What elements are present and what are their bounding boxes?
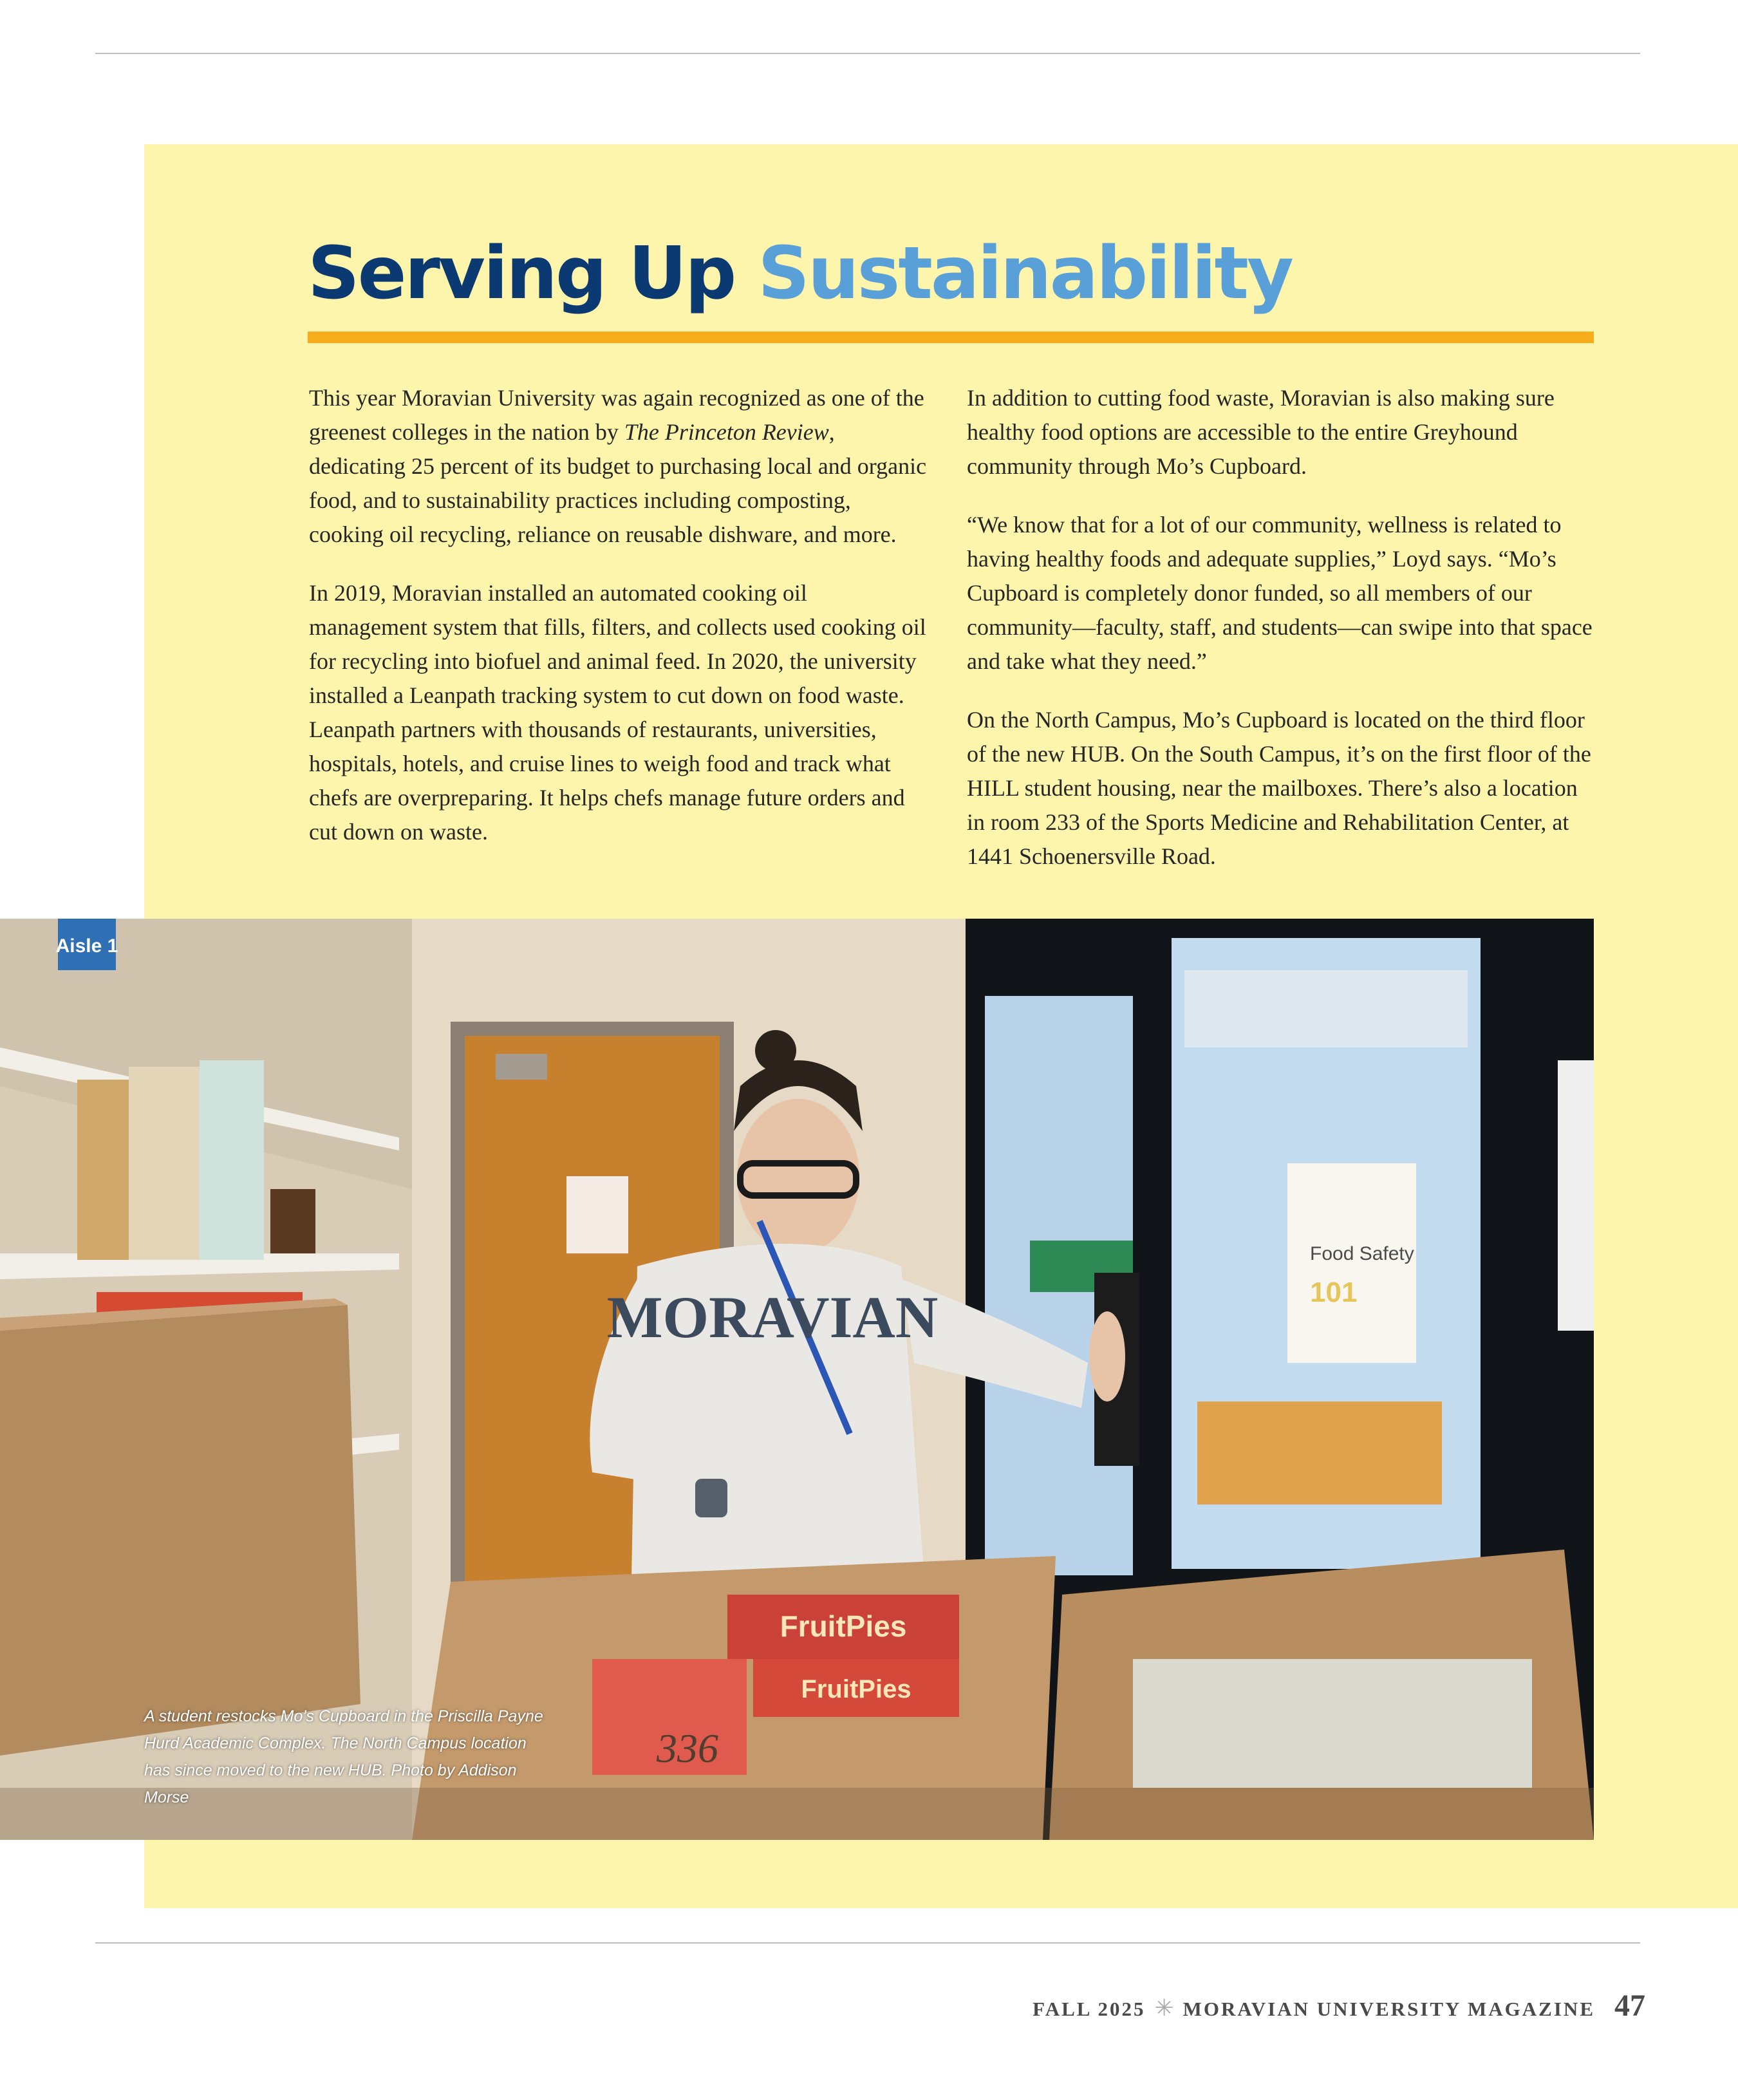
door-notice	[566, 1176, 628, 1253]
box-handwriting: 336	[657, 1725, 718, 1771]
title-underline	[308, 332, 1594, 343]
aisle-tag: Aisle 1	[55, 935, 118, 957]
paragraph-5: On the North Campus, Mo’s Cupboard is located on the third floor of the new HUB. On the South Campus, it’s on the first floor of the HILL student housing, near the mailboxes. There’s also a location in room 233 of the Sports Medicine and Rehabilitation Center, at 1441 Schoenersville Road.	[967, 707, 1591, 869]
student-face	[737, 1099, 859, 1253]
salad-containers	[1133, 1659, 1532, 1788]
sweatshirt-text: MORAVIAN	[606, 1284, 939, 1350]
title-part-1: Serving Up	[308, 232, 735, 315]
article-photo	[0, 919, 1594, 1840]
food-bag-2	[129, 1067, 200, 1260]
paragraph-4-quote: “We know that for a lot of our community, wellness is related to having healthy foods and adequate supplies,” Loyd says. “Mo’s Cupboard is completely donor funded, so all members of our community—faculty, staff, and students—can swipe into that space and take what they need.”	[967, 512, 1593, 674]
freezer-food-packs	[1197, 1402, 1442, 1505]
snowflake-star-icon: ✳	[1154, 1995, 1174, 2021]
fruit-pie-label-1: FruitPies	[780, 1609, 907, 1643]
paragraph-1-text-a: This year Moravian University was again recognized as one of the greenest colleges in the nation by	[309, 385, 924, 445]
food-bag-1	[77, 1080, 129, 1260]
title-part-2: Sustainability	[758, 232, 1293, 315]
page-footer	[1033, 1988, 1645, 2023]
student-hair-bun	[755, 1030, 796, 1071]
poster-title: Food Safety	[1310, 1243, 1414, 1264]
fruit-pie-label-2: FruitPies	[801, 1675, 911, 1703]
footer-issue: FALL 2025	[1033, 1998, 1146, 2020]
poster-number: 101	[1310, 1277, 1358, 1308]
bottom-rule	[95, 1942, 1640, 1944]
paragraph-1-text-b: , dedicating 25 percent of its budget to purchasing local and organic food, and to sustainability practices including composting, cooking oil recycling, reliance on reusable dishware, and more.	[309, 419, 927, 547]
footer-publication: MORAVIAN UNIVERSITY MAGAZINE	[1182, 1998, 1595, 2020]
freezer-light	[1184, 970, 1468, 1047]
left-column	[309, 381, 927, 874]
paragraph-1	[309, 381, 927, 552]
smartwatch	[695, 1479, 727, 1517]
right-column	[967, 381, 1601, 898]
photo-caption: A student restocks Mo’s Cupboard in the Priscilla Payne Hurd Academic Complex. The North Campus location has since moved to the new HUB. Photo by Addison Morse	[144, 1707, 543, 1806]
jars	[270, 1189, 315, 1253]
paragraph-3: In addition to cutting food waste, Moravian is also making sure healthy food options are accessible to the entire Greyhound community through Mo’s Cupboard.	[967, 385, 1555, 479]
photo-illustration	[0, 919, 1594, 1840]
cardboard-box-left	[0, 1305, 360, 1756]
paragraph-2: In 2019, Moravian installed an automated cooking oil management system that fills, filters, and collects used cooking oil for recycling into biofuel and animal feed. In 2020, the university installed a Leanpath tracking system to cut down on food waste. Leanpath partners with thousands of restaurants, universities, hospitals, hotels, and cruise lines to weigh food and track what chefs are overpreparing. It helps chefs manage future orders and cut down on waste.	[309, 580, 926, 845]
food-bag-3	[200, 1060, 264, 1260]
student-hand-right	[1089, 1311, 1125, 1402]
top-rule	[95, 53, 1640, 54]
wall-sheet	[1558, 1060, 1594, 1331]
page-number: 47	[1614, 1989, 1645, 2023]
door-closer	[496, 1054, 547, 1080]
article-title	[308, 230, 1292, 317]
publication-name: The Princeton Review	[624, 419, 829, 445]
